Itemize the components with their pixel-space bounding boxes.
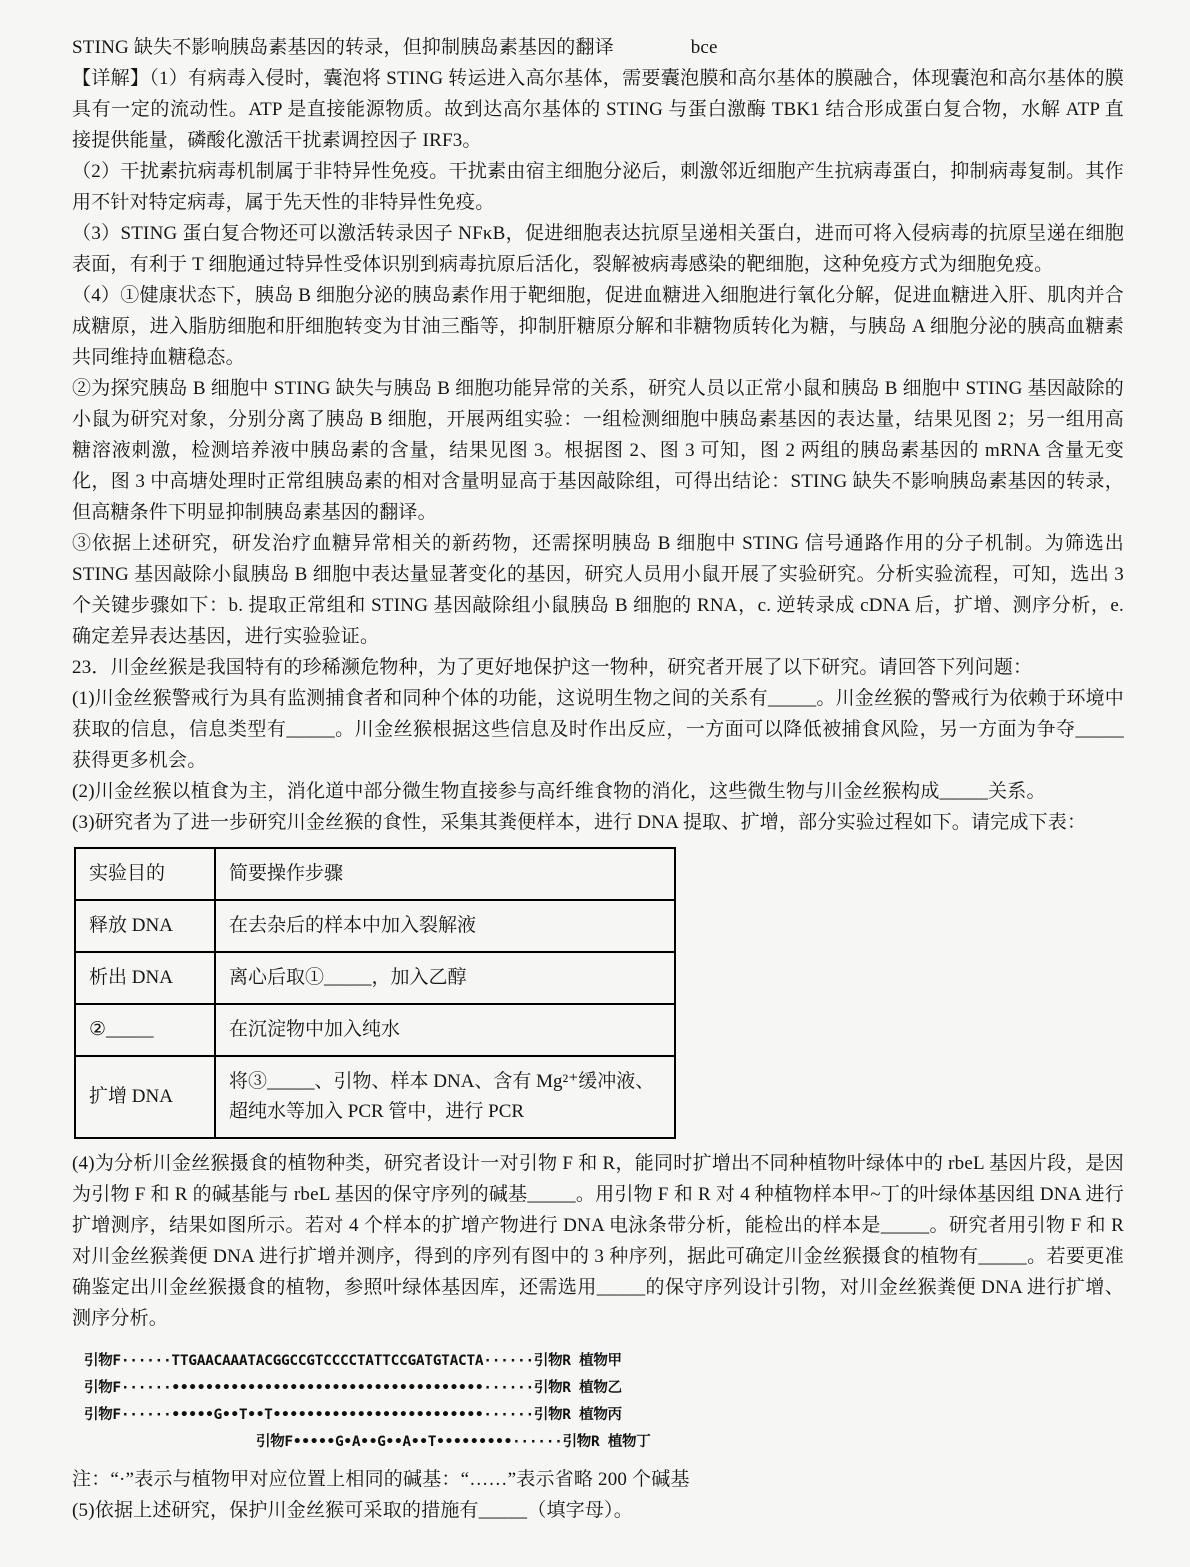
question-23-part2: (2)川金丝猴以植食为主，消化道中部分微生物直接参与高纤维食物的消化，这些微生物与川金丝猴构成_____关系。 bbox=[72, 781, 1046, 802]
question-23-part3: (3)研究者为了进一步研究川金丝猴的食性，采集其粪便样本，进行 DNA 提取、扩增，部分实验过程如下。请完成下表： bbox=[72, 812, 1087, 833]
explanation-paragraph-4-1: （4）①健康状态下，胰岛 B 细胞分泌的胰岛素作用于靶细胞，促进血糖进入细胞进行氧化分解，促进血糖进入肝、肌肉并合成糖原，进入脂肪细胞和肝细胞转变为甘油三酯等，抑制肝糖原分解和非糖物质转化为糖，与胰岛 A 细胞分泌的胰高血糖素共同维持血糖稳态。 bbox=[72, 285, 1124, 368]
table-header-steps: 简要操作步骤 bbox=[215, 848, 675, 900]
experiment-table bbox=[74, 847, 676, 1139]
sequence-line-plant-bing: 引物F······•••••G••T••T•••••••••••••••••••••••••······引物R 植物丙 bbox=[84, 1407, 622, 1423]
explanation-paragraph-1: 【详解】（1）有病毒入侵时，囊泡将 STING 转运进入高尔基体，需要囊泡膜和高尔基体的膜融合，体现囊泡和高尔基体的膜具有一定的流动性。ATP 是直接能源物质。故到达高尔基体的 STING 与蛋白激酶 TBK1 结合形成蛋白复合物，水解 ATP 直接提供能量，磷酸化激活干扰素调控因子 IRF3。 bbox=[72, 68, 1124, 151]
question-23-part4: (4)为分析川金丝猴摄食的植物种类，研究者设计一对引物 F 和 R，能同时扩增出不同种植物叶绿体中的 rbeL 基因片段，是因为引物 F 和 R 的碱基能与 rbeL 基因的保守序列的碱基_____。用引物 F 和 R 对 4 种植物样本甲~丁的叶绿体基因组 DNA 进行扩增测序，结果如图所示。若对 4 个样本的扩增产物进行 DNA 电泳条带分析，能检出的样本是_____。研究者用引物 F 和 R 对川金丝猴粪便 DNA 进行扩增并测序，得到的序列有图中的 3 种序列，据此可确定川金丝猴摄食的植物有_____。若要更准确鉴定出川金丝猴摄食的植物，参照叶绿体基因库，还需选用_____的保守序列设计引物，对川金丝猴粪便 DNA 进行扩增、测序分析。 bbox=[72, 1153, 1124, 1329]
table-cell-steps: 在去杂后的样本中加入裂解液 bbox=[215, 900, 675, 952]
table-cell-purpose: ②_____ bbox=[75, 1004, 215, 1056]
explanation-paragraph-4-2: ②为探究胰岛 B 细胞中 STING 缺失与胰岛 B 细胞功能异常的关系，研究人员以正常小鼠和胰岛 B 细胞中 STING 基因敲除的小鼠为研究对象，分别分离了胰岛 B 细胞，开展两组实验：一组检测细胞中胰岛素基因的表达量，结果见图 2；另一组用高糖溶液刺激，检测培养液中胰岛素的含量，结果见图 3。根据图 2、图 3 可知，图 2 两组的胰岛素基因的 mRNA 含量无变化，图 3 中高塘处理时正常组胰岛素的相对含量明显高于基因敲除组，可得出结论：STING 缺失不影响胰岛素基因的转录，但高糖条件下明显抑制胰岛素基因的翻译。 bbox=[72, 378, 1124, 523]
question-23-part5: (5)依据上述研究，保护川金丝猴可采取的措施有_____（填字母）。 bbox=[72, 1500, 633, 1521]
table-row-blank-purpose bbox=[75, 1004, 675, 1056]
explanation-paragraph-4-3: ③依据上述研究，研发治疗血糖异常相关的新药物，还需探明胰岛 B 细胞中 STING 信号通路作用的分子机制。为筛选出 STING 基因敲除小鼠胰岛 B 细胞中表达量显著变化的基因，研究人员用小鼠开展了实验研究。分析实验流程，可知，选出 3 个关键步骤如下：b. 提取正常组和 STING 基因敲除组小鼠胰岛 B 细胞的 RNA，c. 逆转录成 cDNA 后，扩增、测序分析，e. 确定差异表达基因，进行实验验证。 bbox=[72, 533, 1124, 647]
answer-line: STING 缺失不影响胰岛素基因的转录，但抑制胰岛素基因的翻译 bce bbox=[72, 37, 718, 58]
table-row-separate-dna bbox=[75, 952, 675, 1004]
table-cell-purpose: 析出 DNA bbox=[75, 952, 215, 1004]
explanation-paragraph-3: （3）STING 蛋白复合物还可以激活转录因子 NFκB，促进细胞表达抗原呈递相关蛋白，进而可将入侵病毒的抗原呈递在细胞表面，有利于 T 细胞通过特异性受体识别到病毒抗原后活化，裂解被病毒感染的靶细胞，这种免疫方式为细胞免疫。 bbox=[72, 223, 1124, 275]
sequence-line-plant-jia: 引物F······TTGAACAAATACGGCCGTCCCCTATTCCGATGTACTA······引物R 植物甲 bbox=[84, 1353, 622, 1369]
table-cell-steps: 离心后取①_____，加入乙醇 bbox=[215, 952, 675, 1004]
table-header-purpose: 实验目的 bbox=[75, 848, 215, 900]
table-row-release-dna bbox=[75, 900, 675, 952]
sequence-line-plant-ding: 引物F•••••G•A••G••A••T•••••••••······引物R 植物丁 bbox=[256, 1434, 651, 1450]
table-header-row bbox=[75, 848, 675, 900]
table-cell-steps: 将③_____、引物、样本 DNA、含有 Mg²⁺缓冲液、超纯水等加入 PCR 管中，进行 PCR bbox=[215, 1056, 675, 1138]
table-cell-steps: 在沉淀物中加入纯水 bbox=[215, 1004, 675, 1056]
figure-note: 注：“·”表示与植物甲对应位置上相同的碱基：“……”表示省略 200 个碱基 bbox=[72, 1469, 690, 1490]
question-23-stem: 23．川金丝猴是我国特有的珍稀濒危物种，为了更好地保护这一物种，研究者开展了以下研究。请回答下列问题： bbox=[72, 657, 1033, 678]
dna-sequence-figure bbox=[84, 1348, 1124, 1456]
table-cell-purpose: 扩增 DNA bbox=[75, 1056, 215, 1138]
sequence-line-plant-yi: 引物F······•••••••••••••••••••••••••••••••••••••······引物R 植物乙 bbox=[84, 1380, 622, 1396]
table-row-amplify-dna bbox=[75, 1056, 675, 1138]
question-23-part1: (1)川金丝猴警戒行为具有监测捕食者和同种个体的功能，这说明生物之间的关系有_____。川金丝猴的警戒行为依赖于环境中获取的信息，信息类型有_____。川金丝猴根据这些信息及时作出反应，一方面可以降低被捕食风险，另一方面为争夺_____获得更多机会。 bbox=[72, 688, 1124, 771]
explanation-paragraph-2: （2）干扰素抗病毒机制属于非特异性免疫。干扰素由宿主细胞分泌后，刺激邻近细胞产生抗病毒蛋白，抑制病毒复制。其作用不针对特定病毒，属于先天性的非特异性免疫。 bbox=[72, 161, 1124, 213]
table-cell-purpose: 释放 DNA bbox=[75, 900, 215, 952]
